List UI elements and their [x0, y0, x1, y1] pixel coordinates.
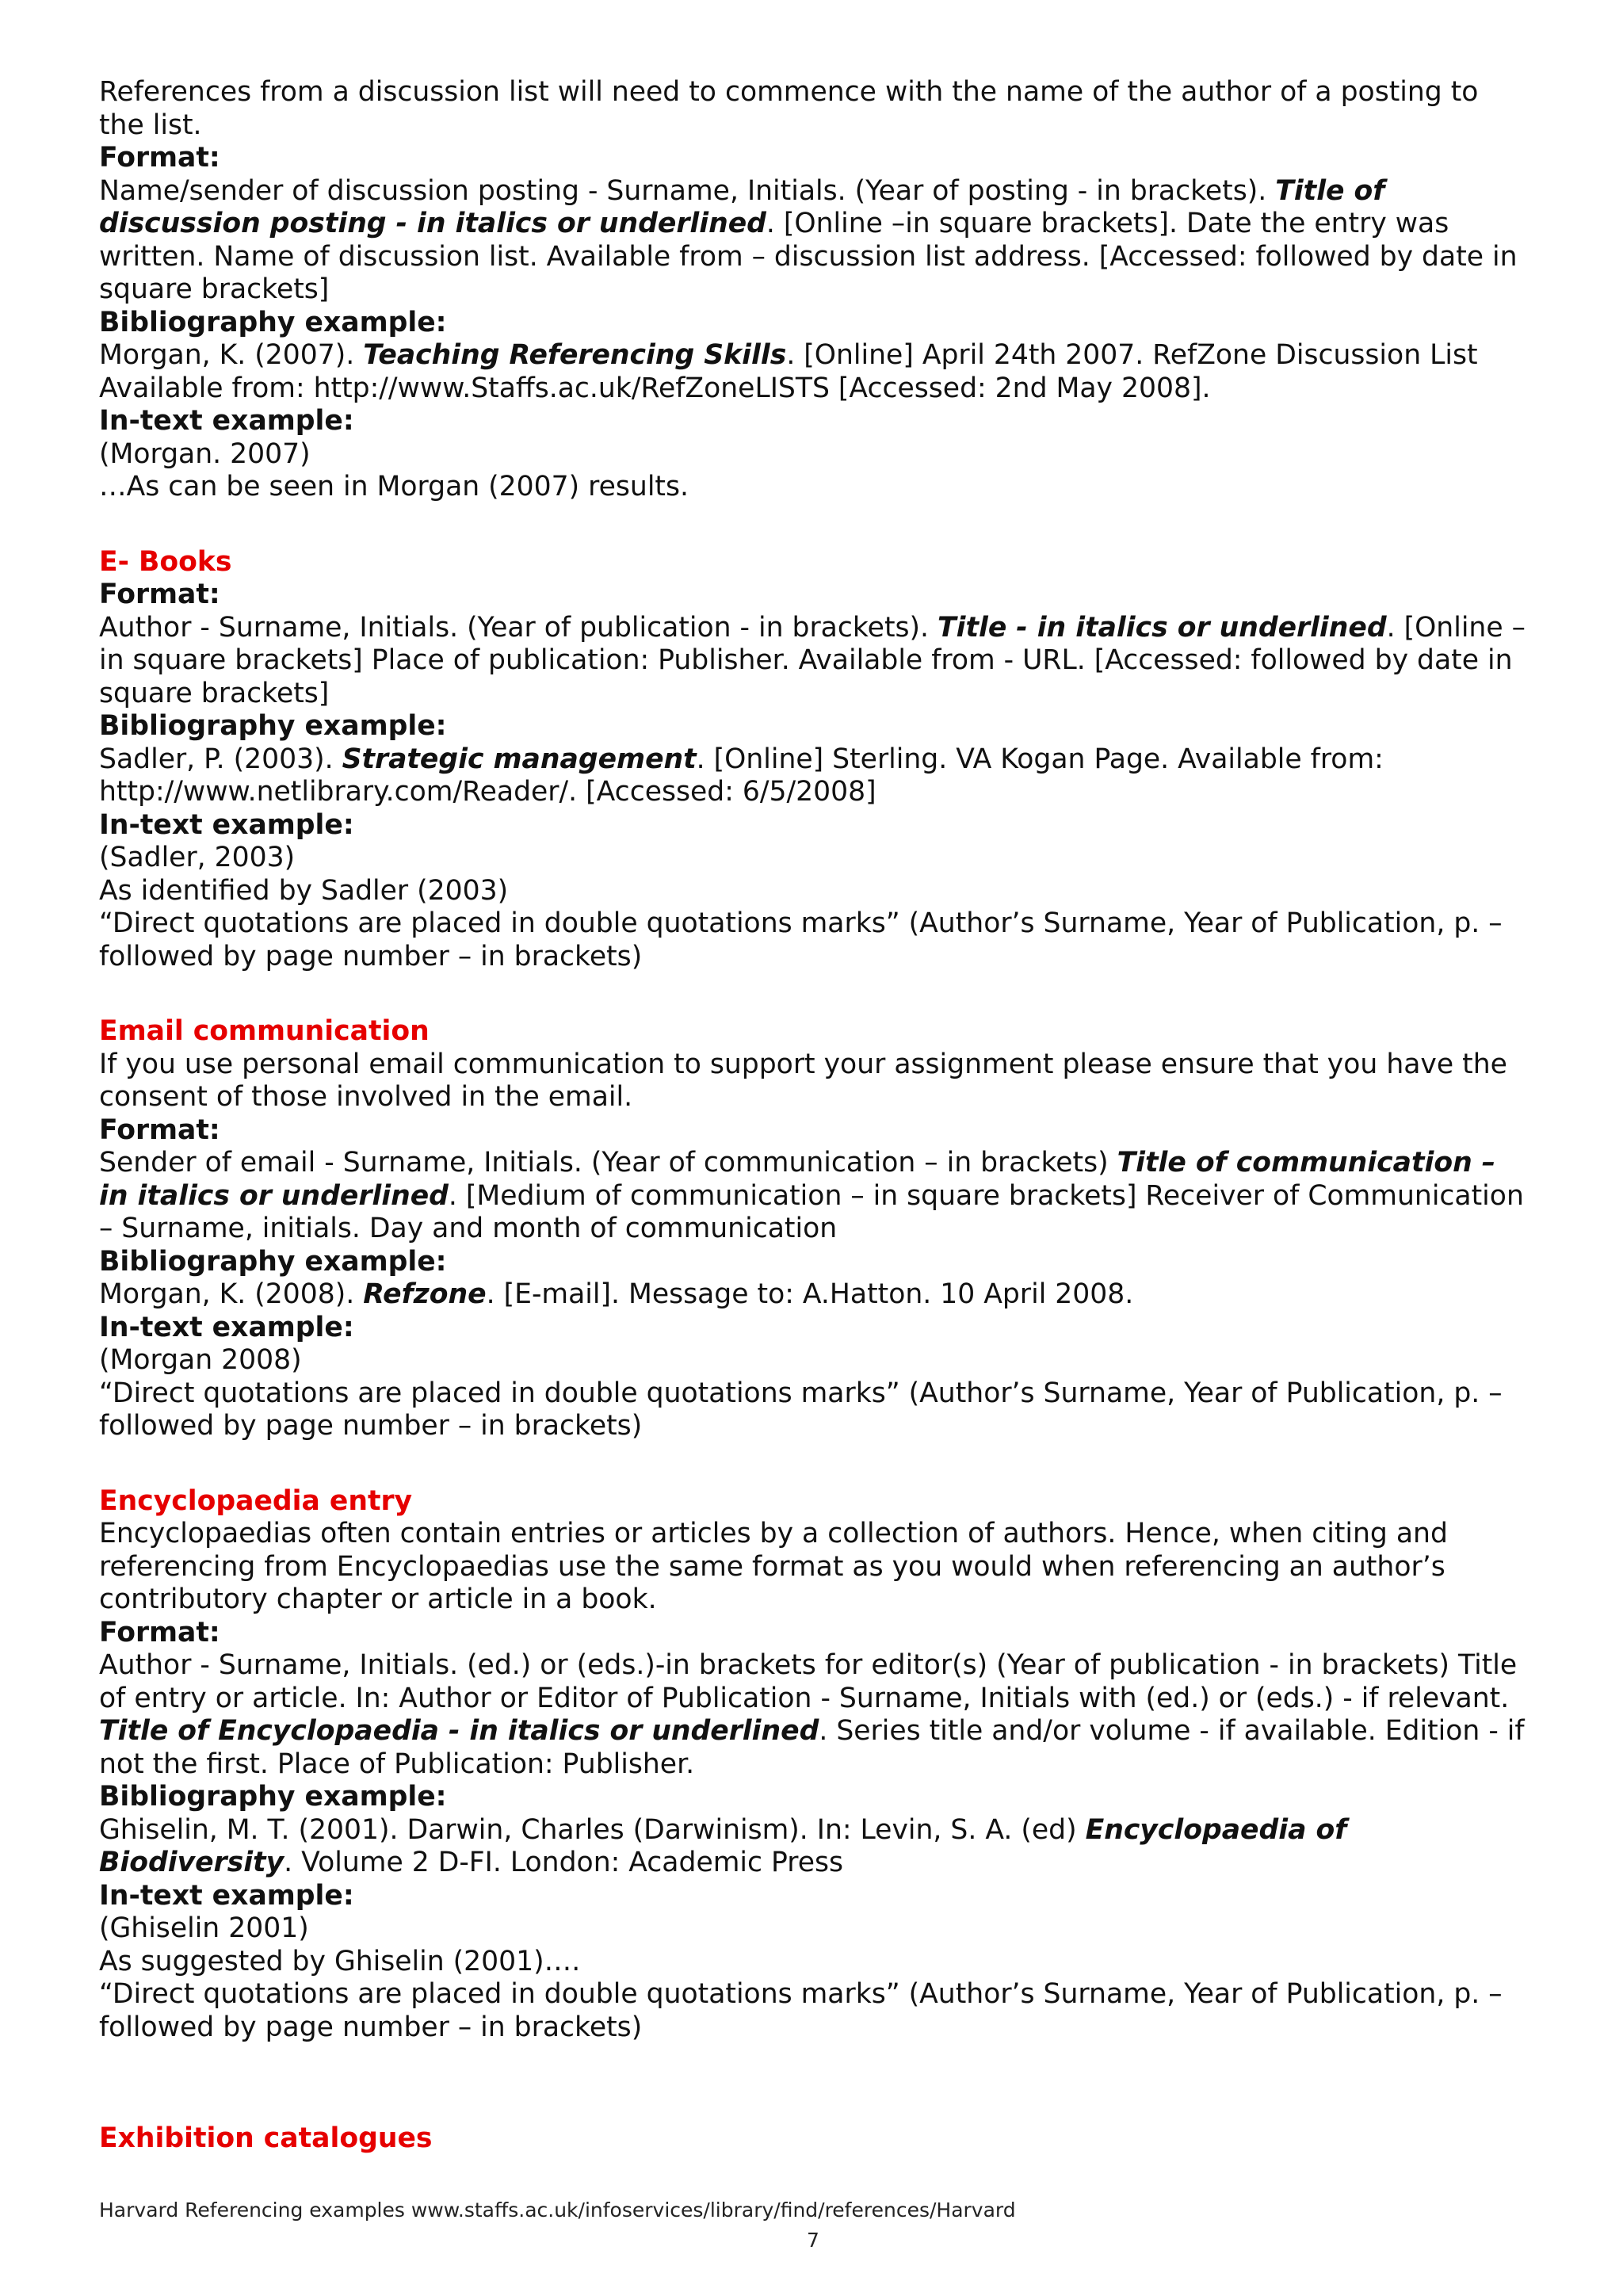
email-section [99, 1015, 1526, 1443]
bib-title: Strategic management [342, 743, 697, 775]
document-page [99, 76, 1526, 2156]
format-text: Author - Surname, Initials. (ed.) or (eds.)-in brackets for editor(s) (Year of publication - in brackets) Title of entry or article. In: Author or Editor of Publication - Surname, Initials with (ed.) or (eds.) - if relevant. [99, 1649, 1518, 1714]
bib-title: Teaching Referencing Skills [363, 339, 787, 371]
email-intro: If you use personal email communication to support your assignment please ensure that you have the consent of those involved in the email. [99, 1048, 1507, 1113]
bibliography-label: Bibliography example: [99, 1245, 447, 1278]
bib-text: . [E-mail]. Message to: A.Hatton. 10 April 2008. [486, 1278, 1134, 1310]
format-label: Format: [99, 1114, 220, 1146]
format-text: Sender of email - Surname, Initials. (Year of communication – in brackets) [99, 1147, 1117, 1179]
bib-title: Encyclopaedia of Biodiversity [99, 1813, 1347, 1878]
intext-example: “Direct quotations are placed in double quotations marks” (Author’s Surname, Year of Publication, p. – followed by page number – in brackets) [99, 1377, 1503, 1442]
intext-label: In-text example: [99, 405, 354, 437]
format-text: . [Online – in square brackets] Place of publication: Publisher. Available from - URL. [Accessed: followed by date in square brackets] [99, 611, 1526, 709]
format-title: Title of communication – in italics or underlined [99, 1147, 1496, 1212]
format-text: . [Online –in square brackets]. Date the entry was written. Name of discussion list. Available from – discussion list address. [Accessed: followed by date in square brackets] [99, 208, 1518, 305]
bib-text: . Volume 2 D-FI. London: Academic Press [284, 1847, 844, 1878]
intext-label: In-text example: [99, 1311, 354, 1343]
intext-example: …As can be seen in Morgan (2007) results. [99, 471, 689, 502]
encyclopaedia-intro: Encyclopaedias often contain entries or articles by a collection of authors. Hence, when citing and referencing from Encyclopaedias use the same format as you would when referencing an author’s contributory chapter or article in a book. [99, 1518, 1448, 1615]
bib-text: Morgan, K. (2007). [99, 339, 364, 371]
format-label: Format: [99, 579, 220, 610]
intext-example: (Sadler, 2003) [99, 842, 296, 873]
format-text: . Series title and/or volume - if available. Edition - if not the first. Place of Publication: Publisher. [99, 1715, 1525, 1780]
section-heading: E- Books [99, 545, 232, 578]
format-description [99, 1649, 1526, 1781]
section-heading: Encyclopaedia entry [99, 1484, 413, 1517]
ebooks-section [99, 546, 1526, 974]
bib-title: Refzone [363, 1278, 487, 1310]
page-footer: Harvard Referencing examples www.staffs.ac.uk/infoservices/library/find/references/Harvard [99, 2199, 1016, 2222]
discussion-intro: References from a discussion list will need to commence with the name of the author of a posting to the list. [99, 76, 1479, 141]
bib-text: . [Online] April 24th 2007. RefZone Discussion List Available from: http://www.Staffs.ac.uk/RefZoneLISTS [Accessed: 2nd May 2008]. [99, 339, 1478, 404]
bibliography-label: Bibliography example: [99, 1781, 447, 1813]
encyclopaedia-section [99, 1485, 1526, 2045]
format-description [99, 175, 1526, 307]
intext-example: (Morgan 2008) [99, 1344, 302, 1376]
intext-example: “Direct quotations are placed in double quotations marks” (Author’s Surname, Year of Publication, p. – followed by page number – in brackets) [99, 907, 1503, 972]
bib-text: Sadler, P. (2003). [99, 743, 342, 775]
bibliography-example [99, 1278, 1526, 1312]
section-heading: Email communication [99, 1015, 430, 1047]
page-number: 7 [807, 2229, 819, 2252]
section-heading: Exhibition catalogues [99, 2122, 433, 2154]
exhibition-section [99, 2122, 1526, 2156]
format-label: Format: [99, 1616, 220, 1648]
bibliography-example [99, 1814, 1526, 1880]
intext-label: In-text example: [99, 1879, 354, 1912]
bib-text: Morgan, K. (2008). [99, 1278, 364, 1310]
intext-example: (Morgan. 2007) [99, 437, 311, 470]
bibliography-label: Bibliography example: [99, 306, 447, 338]
intext-example: “Direct quotations are placed in double quotations marks” (Author’s Surname, Year of Publication, p. – followed by page number – in brackets) [99, 1978, 1503, 2043]
format-label: Format: [99, 142, 220, 174]
format-text: Author - Surname, Initials. (Year of publication - in brackets). [99, 611, 938, 644]
bibliography-label: Bibliography example: [99, 710, 447, 742]
format-title: Title of Encyclopaedia - in italics or underlined [99, 1715, 819, 1747]
format-title: Title - in italics or underlined [938, 611, 1387, 644]
intext-example: (Ghiselin 2001) [99, 1912, 309, 1944]
intext-example: As identified by Sadler (2003) [99, 874, 509, 907]
bib-text: Ghiselin, M. T. (2001). Darwin, Charles (Darwinism). In: Levin, S. A. (ed) [99, 1813, 1086, 1846]
intext-label: In-text example: [99, 808, 354, 841]
discussion-list-section [99, 76, 1526, 504]
format-description [99, 1147, 1526, 1246]
bib-text: . [Online] Sterling. VA Kogan Page. Available from: http://www.netlibrary.com/Reader/. [Accessed: 6/5/2008] [99, 743, 1384, 808]
format-title: Title of discussion posting - in italics or underlined [99, 174, 1385, 239]
format-text: . [Medium of communication – in square brackets] Receiver of Communication – Surname, initials. Day and month of communication [99, 1179, 1524, 1244]
bibliography-example [99, 339, 1526, 405]
format-description [99, 612, 1526, 711]
bibliography-example [99, 743, 1526, 809]
format-text: Name/sender of discussion posting - Surname, Initials. (Year of posting - in brackets). [99, 174, 1276, 207]
intext-example: As suggested by Ghiselin (2001)…. [99, 1945, 581, 1977]
